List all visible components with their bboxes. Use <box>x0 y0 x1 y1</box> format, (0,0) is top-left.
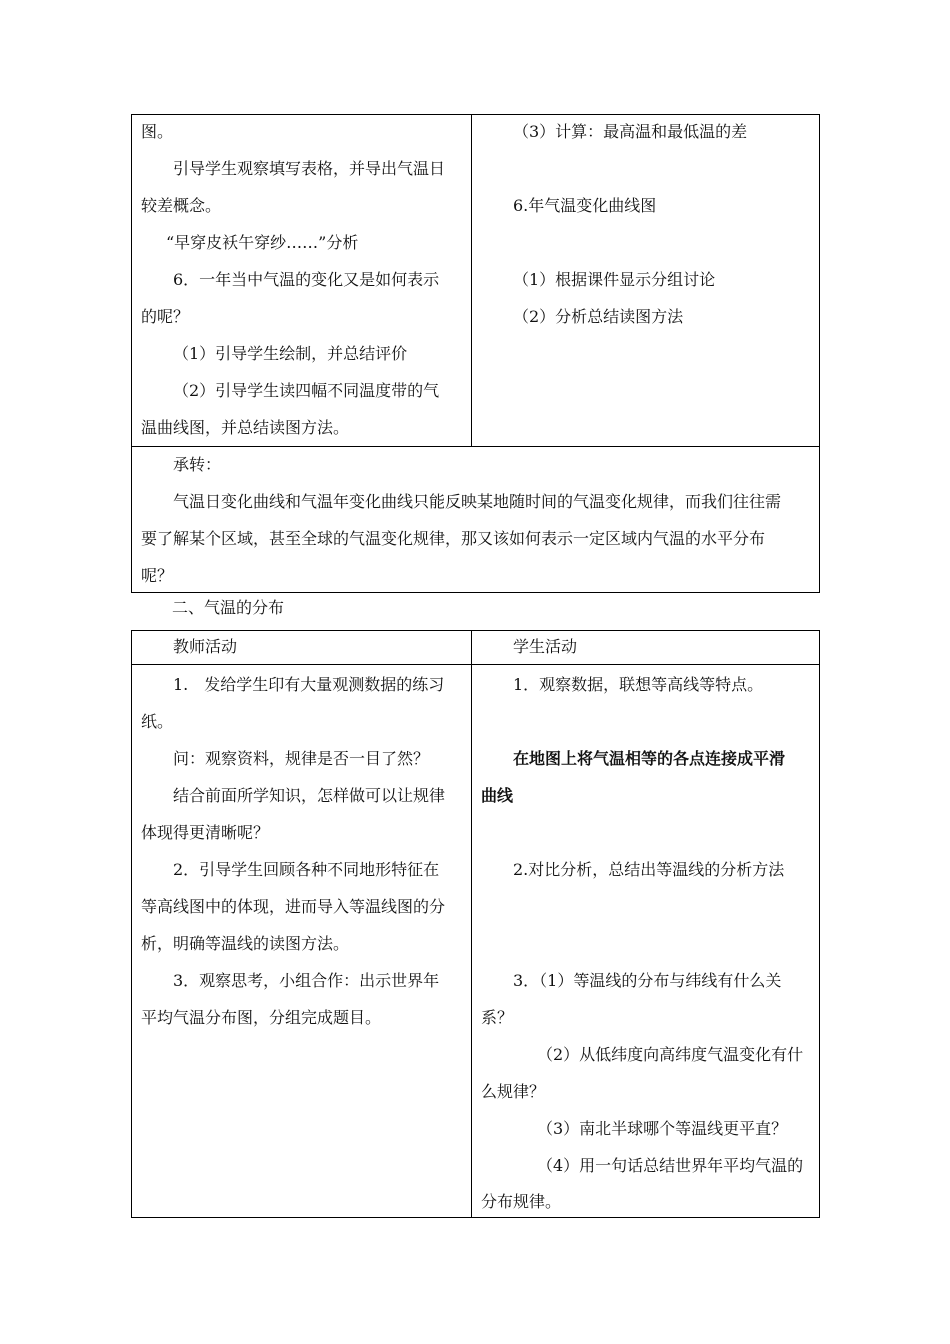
transition-label: 承转： <box>173 455 222 474</box>
student-text-line: 在地图上将气温相等的各点连接成平滑 <box>513 749 786 768</box>
student-text-line: （2）分析总结读图方法 <box>513 307 684 326</box>
table-1-column-divider <box>471 115 472 446</box>
teacher-text-line: 2．引导学生回顾各种不同地形特征在 <box>173 860 440 879</box>
teacher-text-line: 等高线图中的体现，进而导入等温线图的分 <box>141 897 446 916</box>
teacher-text-line: 析，明确等温线的读图方法。 <box>141 934 350 953</box>
teacher-text-line: 温曲线图，并总结读图方法。 <box>141 418 350 437</box>
teacher-text-line: 平均气温分布图，分组完成题目。 <box>141 1008 382 1027</box>
student-text-line: （2）从低纬度向高纬度气温变化有什 <box>537 1045 804 1064</box>
student-text-line: （4）用一句话总结世界年平均气温的 <box>537 1156 804 1175</box>
table-2-column-divider <box>471 631 472 1217</box>
teacher-text-line: 问：观察资料，规律是否一目了然？ <box>173 749 430 768</box>
student-text-line: 分布规律。 <box>481 1192 562 1211</box>
student-text-line: 6.年气温变化曲线图 <box>513 196 657 215</box>
teacher-text-line: 图。 <box>141 122 174 141</box>
teacher-text-line: 结合前面所学知识，怎样做可以让规律 <box>173 786 446 805</box>
transition-text-line: 呢？ <box>141 566 174 585</box>
header-teacher-activity: 教师活动 <box>173 637 238 656</box>
student-text-line: （1）根据课件显示分组讨论 <box>513 270 716 289</box>
student-text-line: （3）南北半球哪个等温线更平直？ <box>537 1119 788 1138</box>
table-2-header-divider <box>132 664 819 665</box>
teacher-text-line: 1. 发给学生印有大量观测数据的练习 <box>173 675 445 694</box>
teacher-text-line: 体现得更清晰呢？ <box>141 823 270 842</box>
teacher-text-line: 的呢？ <box>141 307 190 326</box>
teacher-text-line: 6．一年当中气温的变化又是如何表示 <box>173 270 440 289</box>
teacher-text-line: “早穿皮袄午穿纱……”分析 <box>166 233 359 252</box>
table-1 <box>131 114 820 593</box>
teacher-text-line: 3．观察思考，小组合作：出示世界年 <box>173 971 440 990</box>
teacher-text-line: 较差概念。 <box>141 196 222 215</box>
teacher-text-line: （1）引导学生绘制，并总结评价 <box>173 344 408 363</box>
student-text-line: 系？ <box>481 1008 514 1027</box>
student-text-line: 2.对比分析，总结出等温线的分析方法 <box>513 860 785 879</box>
student-text-line: 1．观察数据，联想等高线等特点。 <box>513 675 764 694</box>
student-text-line: （3）计算：最高温和最低温的差 <box>513 122 748 141</box>
table-1-row-divider <box>132 446 819 447</box>
section-heading: 二、气温的分布 <box>172 598 285 617</box>
header-student-activity: 学生活动 <box>513 637 578 656</box>
student-text-line: 么规律？ <box>481 1082 546 1101</box>
student-text-line: 曲线 <box>481 786 514 805</box>
teacher-text-line: （2）引导学生读四幅不同温度带的气 <box>173 381 440 400</box>
teacher-text-line: 引导学生观察填写表格，并导出气温日 <box>173 159 446 178</box>
transition-text-line: 要了解某个区域，甚至全球的气温变化规律，那又该如何表示一定区域内气温的水平分布 <box>141 529 766 548</box>
student-text-line: 3．（1）等温线的分布与纬线有什么关 <box>513 971 782 990</box>
table-2 <box>131 630 820 1218</box>
transition-text-line: 气温日变化曲线和气温年变化曲线只能反映某地随时间的气温变化规律，而我们往往需 <box>173 492 782 511</box>
teacher-text-line: 纸。 <box>141 712 174 731</box>
